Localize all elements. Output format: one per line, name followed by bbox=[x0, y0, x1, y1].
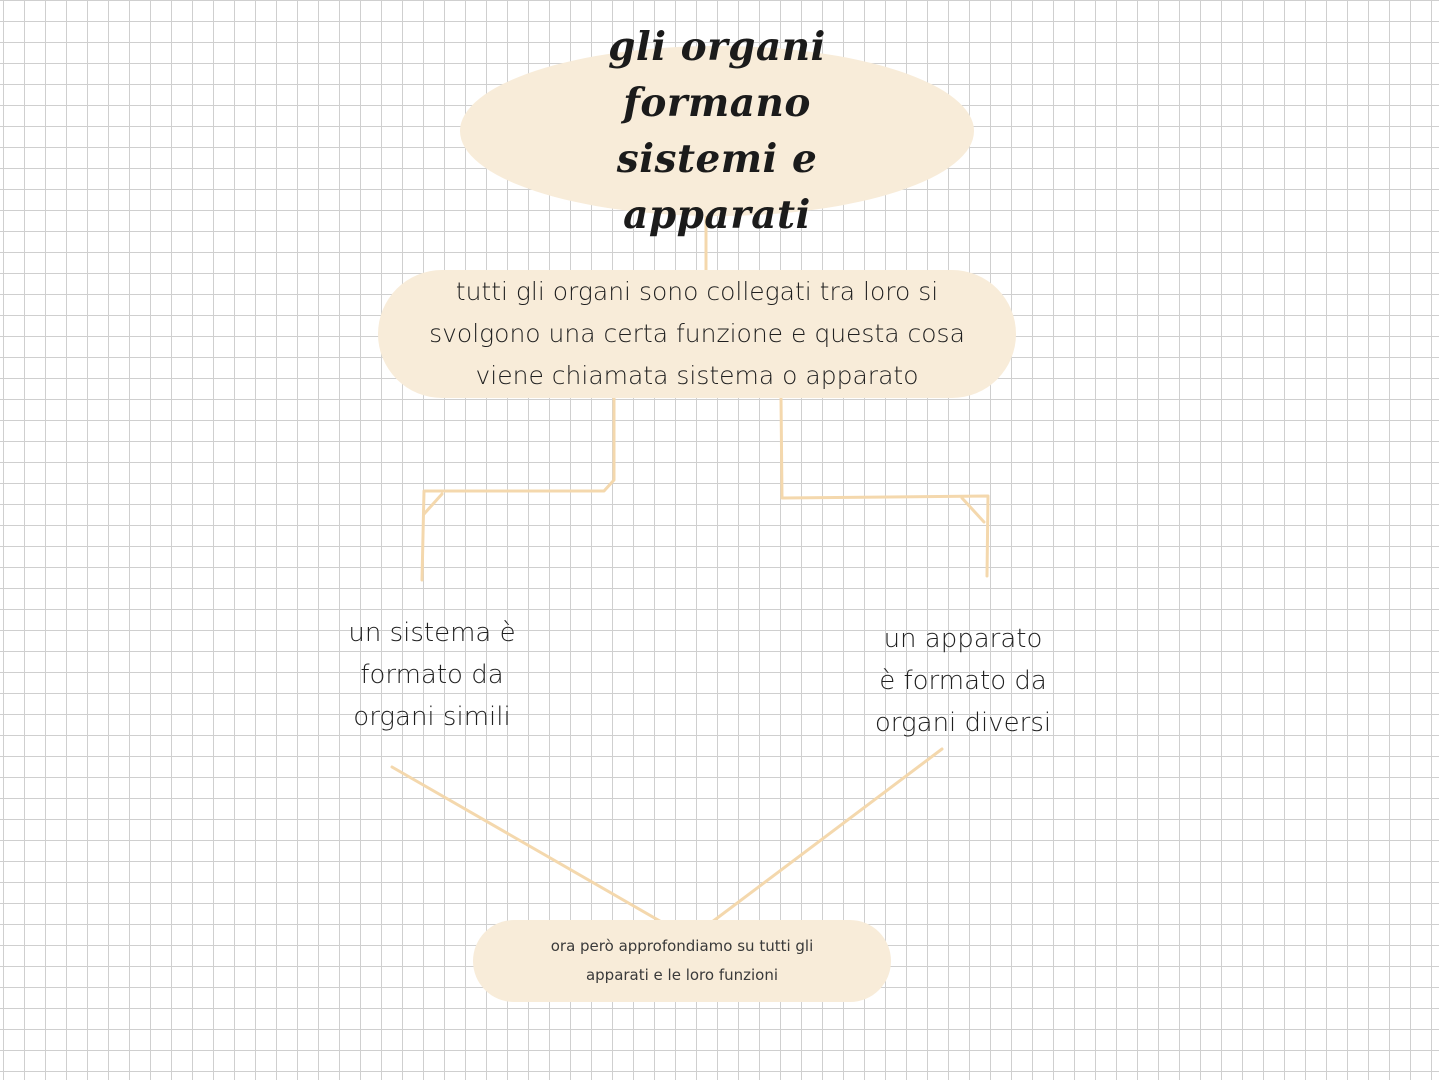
connector-definition-to-sistema bbox=[422, 398, 614, 580]
title-line-2: sistemi e apparati bbox=[616, 136, 818, 238]
connector-sistema-tick bbox=[424, 494, 442, 514]
title-text bbox=[527, 19, 907, 243]
connector-definition-to-apparato bbox=[781, 398, 988, 576]
conclusion-line-1: ora però approfondiamo su tutti gli bbox=[550, 937, 814, 955]
title-node bbox=[460, 24, 974, 238]
apparato-line-1: un apparato bbox=[883, 624, 1043, 654]
sistema-node bbox=[322, 612, 542, 738]
title-line-1: gli organi formano bbox=[608, 24, 826, 126]
definition-node bbox=[378, 270, 1016, 398]
connector-apparato-tick bbox=[962, 498, 984, 522]
sistema-line-3: organi simili bbox=[353, 702, 511, 732]
definition-line-1: tutti gli organi sono collegati tra loro si bbox=[455, 277, 939, 306]
connector-apparato-to-conclusion bbox=[704, 749, 942, 928]
definition-line-2: svolgono una certa funzione e questa cosa bbox=[429, 319, 965, 348]
definition-text bbox=[417, 271, 977, 397]
apparato-line-2: è formato da bbox=[879, 666, 1047, 696]
apparato-line-3: organi diversi bbox=[874, 708, 1052, 738]
sistema-line-1: un sistema è bbox=[348, 618, 516, 648]
conclusion-text bbox=[517, 932, 847, 990]
connector-sistema-to-conclusion bbox=[392, 767, 672, 928]
definition-line-3: viene chiamata sistema o apparato bbox=[475, 361, 919, 390]
apparato-node bbox=[850, 618, 1076, 744]
conclusion-line-2: apparati e le loro funzioni bbox=[585, 966, 779, 984]
sistema-line-2: formato da bbox=[360, 660, 504, 690]
conclusion-node bbox=[473, 920, 891, 1002]
